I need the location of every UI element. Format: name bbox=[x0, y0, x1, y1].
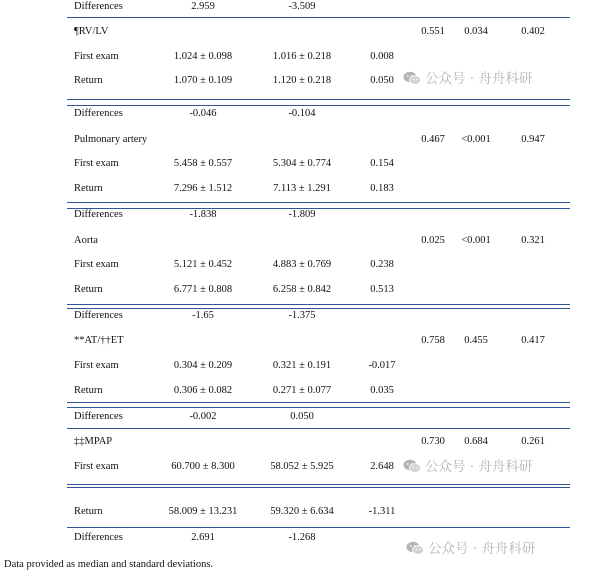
cell-c2: -1.809 bbox=[288, 209, 316, 220]
cell-p3: 0.321 bbox=[521, 235, 545, 246]
row-label: First exam bbox=[74, 360, 119, 371]
cell-c2: 59.320 ± 6.634 bbox=[270, 506, 334, 517]
table-rule bbox=[67, 428, 570, 429]
row-label: Return bbox=[74, 284, 103, 295]
cell-c3: 0.238 bbox=[370, 259, 394, 270]
cell-p2: <0.001 bbox=[461, 134, 491, 145]
cell-p1: 0.467 bbox=[421, 134, 445, 145]
watermark bbox=[403, 71, 532, 87]
row-label: Pulmonary artery bbox=[74, 134, 148, 145]
watermark-text: 公众号 · 舟舟科研 bbox=[428, 541, 536, 557]
cell-c3: -0.017 bbox=[368, 360, 396, 371]
cell-p2: 0.684 bbox=[464, 436, 488, 447]
watermark-text: 公众号 · 舟舟科研 bbox=[425, 459, 533, 475]
watermark-text: 公众号 · 舟舟科研 bbox=[425, 71, 533, 87]
cell-c1: -1.65 bbox=[192, 310, 214, 321]
table-rule bbox=[67, 487, 570, 488]
row-label: First exam bbox=[74, 51, 119, 62]
cell-c1: 0.304 ± 0.209 bbox=[173, 360, 233, 371]
cell-c3: 0.183 bbox=[370, 183, 394, 194]
table-rule bbox=[67, 308, 570, 309]
row-label: Differences bbox=[74, 411, 123, 422]
cell-p2: <0.001 bbox=[461, 235, 491, 246]
wechat-icon bbox=[403, 459, 421, 473]
table-rule bbox=[67, 208, 570, 209]
cell-c2: 1.016 ± 0.218 bbox=[272, 51, 332, 62]
table-rule bbox=[67, 402, 570, 403]
row-label: Differences bbox=[74, 209, 123, 220]
cell-c2: 7.113 ± 1.291 bbox=[273, 183, 331, 194]
cell-c1: -0.046 bbox=[189, 108, 217, 119]
cell-p2: 0.034 bbox=[464, 26, 488, 37]
cell-p1: 0.551 bbox=[421, 26, 445, 37]
cell-c2: 0.271 ± 0.077 bbox=[272, 385, 332, 396]
cell-p1: 0.758 bbox=[421, 335, 445, 346]
cell-c1: 2.959 bbox=[191, 1, 215, 12]
table-rule bbox=[67, 105, 570, 106]
cell-c1: -0.002 bbox=[189, 411, 217, 422]
cell-c2: 1.120 ± 0.218 bbox=[272, 75, 332, 86]
cell-c2: 58.052 ± 5.925 bbox=[270, 461, 334, 472]
cell-c2: 0.321 ± 0.191 bbox=[272, 360, 332, 371]
watermark bbox=[403, 459, 532, 475]
cell-c1: 58.009 ± 13.231 bbox=[168, 506, 238, 517]
wechat-icon bbox=[403, 71, 421, 85]
cell-c2: -0.104 bbox=[288, 108, 316, 119]
table-rule bbox=[67, 304, 570, 305]
row-label: First exam bbox=[74, 461, 119, 472]
row-label: Return bbox=[74, 506, 103, 517]
cell-c3: 0.050 bbox=[370, 75, 394, 86]
cell-p1: 0.730 bbox=[421, 436, 445, 447]
row-label: First exam bbox=[74, 259, 119, 270]
wechat-icon bbox=[406, 541, 424, 555]
row-label: Differences bbox=[74, 108, 123, 119]
cell-c3: 2.648 bbox=[370, 461, 394, 472]
table-rule bbox=[67, 407, 570, 408]
cell-c3: 0.154 bbox=[370, 158, 394, 169]
row-label: ‡‡MPAP bbox=[74, 436, 113, 447]
row-label: **AT/††ET bbox=[74, 335, 124, 346]
row-label: Differences bbox=[74, 532, 123, 543]
row-label: ¶RV/LV bbox=[74, 26, 109, 37]
cell-c2: -3.509 bbox=[288, 1, 316, 12]
cell-c3: 0.035 bbox=[370, 385, 394, 396]
cell-c2: 6.258 ± 0.842 bbox=[272, 284, 332, 295]
cell-c2: 4.883 ± 0.769 bbox=[272, 259, 332, 270]
row-label: Differences bbox=[74, 1, 123, 12]
cell-p1: 0.025 bbox=[421, 235, 445, 246]
cell-p3: 0.947 bbox=[521, 134, 545, 145]
row-label: Return bbox=[74, 385, 103, 396]
watermark bbox=[406, 541, 535, 557]
row-label: Return bbox=[74, 183, 103, 194]
table-footnote: Data provided as median and standard deviations. bbox=[4, 559, 214, 570]
cell-p3: 0.417 bbox=[521, 335, 545, 346]
cell-c3: 0.008 bbox=[370, 51, 394, 62]
cell-c1: -1.838 bbox=[189, 209, 217, 220]
table-rule bbox=[67, 99, 570, 100]
row-label: Aorta bbox=[74, 235, 98, 246]
cell-p3: 0.402 bbox=[521, 26, 545, 37]
cell-c1: 5.458 ± 0.557 bbox=[173, 158, 233, 169]
table-rule bbox=[67, 17, 570, 18]
table-rule bbox=[67, 484, 570, 485]
cell-c1: 7.296 ± 1.512 bbox=[173, 183, 233, 194]
cell-c1: 2.691 bbox=[191, 532, 215, 543]
row-label: First exam bbox=[74, 158, 119, 169]
cell-c2: -1.268 bbox=[288, 532, 316, 543]
cell-p2: 0.455 bbox=[464, 335, 488, 346]
row-label: Differences bbox=[74, 310, 123, 321]
cell-c2: -1.375 bbox=[288, 310, 316, 321]
cell-c1: 5.121 ± 0.452 bbox=[173, 259, 233, 270]
table-rule bbox=[67, 527, 570, 528]
cell-c2: 5.304 ± 0.774 bbox=[272, 158, 332, 169]
cell-c1: 1.070 ± 0.109 bbox=[173, 75, 233, 86]
cell-c1: 6.771 ± 0.808 bbox=[173, 284, 233, 295]
cell-c1: 1.024 ± 0.098 bbox=[173, 51, 233, 62]
table-rule bbox=[67, 202, 570, 203]
cell-c3: -1.311 bbox=[368, 506, 396, 517]
row-label: Return bbox=[74, 75, 103, 86]
cell-p3: 0.261 bbox=[521, 436, 545, 447]
cell-c3: 0.513 bbox=[370, 284, 394, 295]
cell-c2: 0.050 bbox=[290, 411, 314, 422]
cell-c1: 0.306 ± 0.082 bbox=[173, 385, 233, 396]
cell-c1: 60.700 ± 8.300 bbox=[171, 461, 235, 472]
